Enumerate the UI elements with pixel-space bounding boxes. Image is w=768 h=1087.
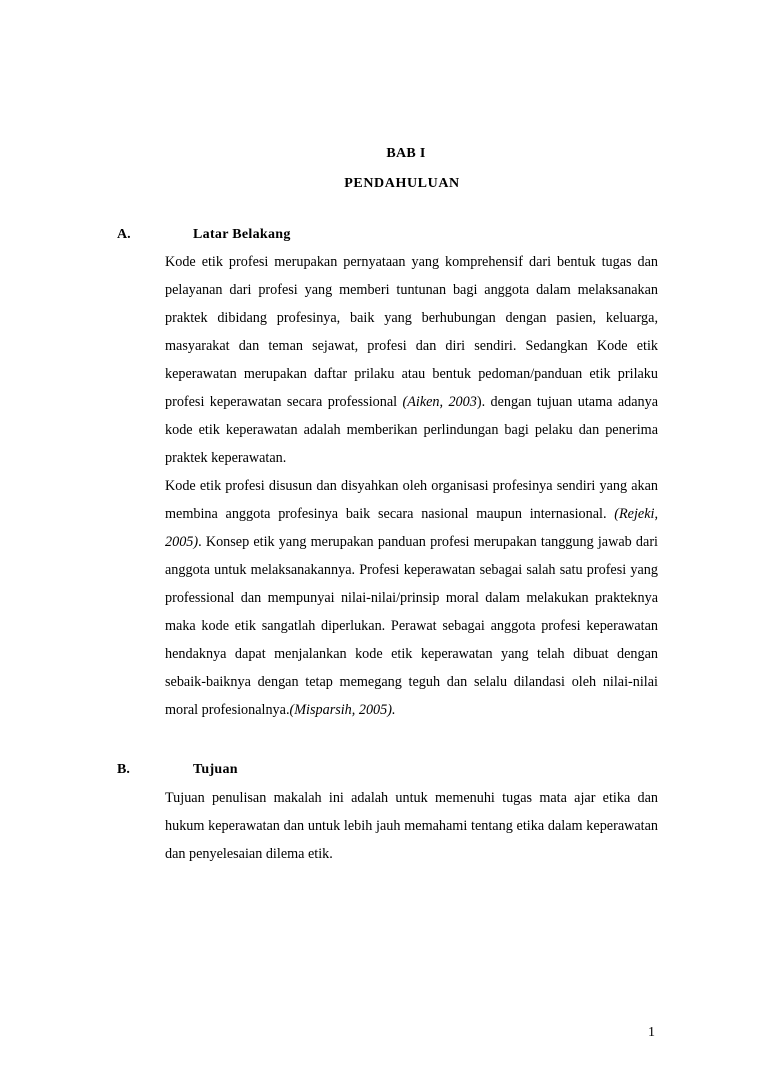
section-a-p2-text-2: . Konsep etik yang merupakan panduan profesi merupakan tanggung jawab dari anggota untuk melaksanakannya. Profesi keperawatan sebagai salah satu profesi yang professional dan mempunyai nilai-nilai/prinsip moral dalam melakukan prakteknya maka kode etik sangatlah diperlukan. Perawat sebagai anggota profesi keperawatan hendaknya dapat menjalankan kode etik keperawatan yang telah dibuat dengan sebaik-baiknya dengan tetap memegang teguh dan selalu dilandasi oleh nilai-nilai moral profesionalnya. [165,534,658,718]
section-a-title: Latar Belakang [193,227,291,242]
chapter-number: BAB I [386,146,426,161]
section-a-p1-text-2: ). dengan tujuan utama adanya kode etik keperawatan adalah memberikan perlindungan bagi pelaku dan penerima praktek keperawatan. [165,394,659,466]
section-a-p2-citation-2: (Misparsih, 2005). [289,702,396,718]
section-a-p2-text-1: Kode etik profesi disusun dan disyahkan oleh organisasi profesinya sendiri yang akan membina anggota profesinya baik secara nasional maupun internasional. [165,478,658,522]
page-number: 1 [648,1025,655,1040]
section-b-letter: B. [117,762,130,777]
section-b-body [165,784,658,868]
chapter-title: PENDAHULUAN [344,176,460,191]
section-a-paragraph-2 [165,472,658,724]
section-a-letter: A. [117,227,131,242]
section-a-body [165,248,658,724]
section-a-p2-citation-1: (Rejeki, 2005) [165,506,658,550]
section-a-p1-text-1: Kode etik profesi merupakan pernyataan yang komprehensif dari bentuk tugas dan pelayanan dari profesi yang memberi tuntunan bagi anggota dalam melaksanakan praktek dibidang profesinya, baik yang berhubungan dengan pasien, keluarga, masyarakat dan teman sejawat, profesi dan diri sendiri. Sedangkan Kode etik keperawatan merupakan daftar prilaku atau bentuk pedoman/panduan etik prilaku profesi keperawatan secara professional [165,254,658,410]
section-a-paragraph-1 [165,248,658,472]
section-b-paragraph-1: Tujuan penulisan makalah ini adalah untuk memenuhi tugas mata ajar etika dan hukum keperawatan dan untuk lebih jauh memahami tentang etika dalam keperawatan dan penyelesaian dilema etik. [165,790,658,862]
section-a-p1-citation: (Aiken, 2003 [402,394,477,410]
section-b-title: Tujuan [193,762,238,777]
